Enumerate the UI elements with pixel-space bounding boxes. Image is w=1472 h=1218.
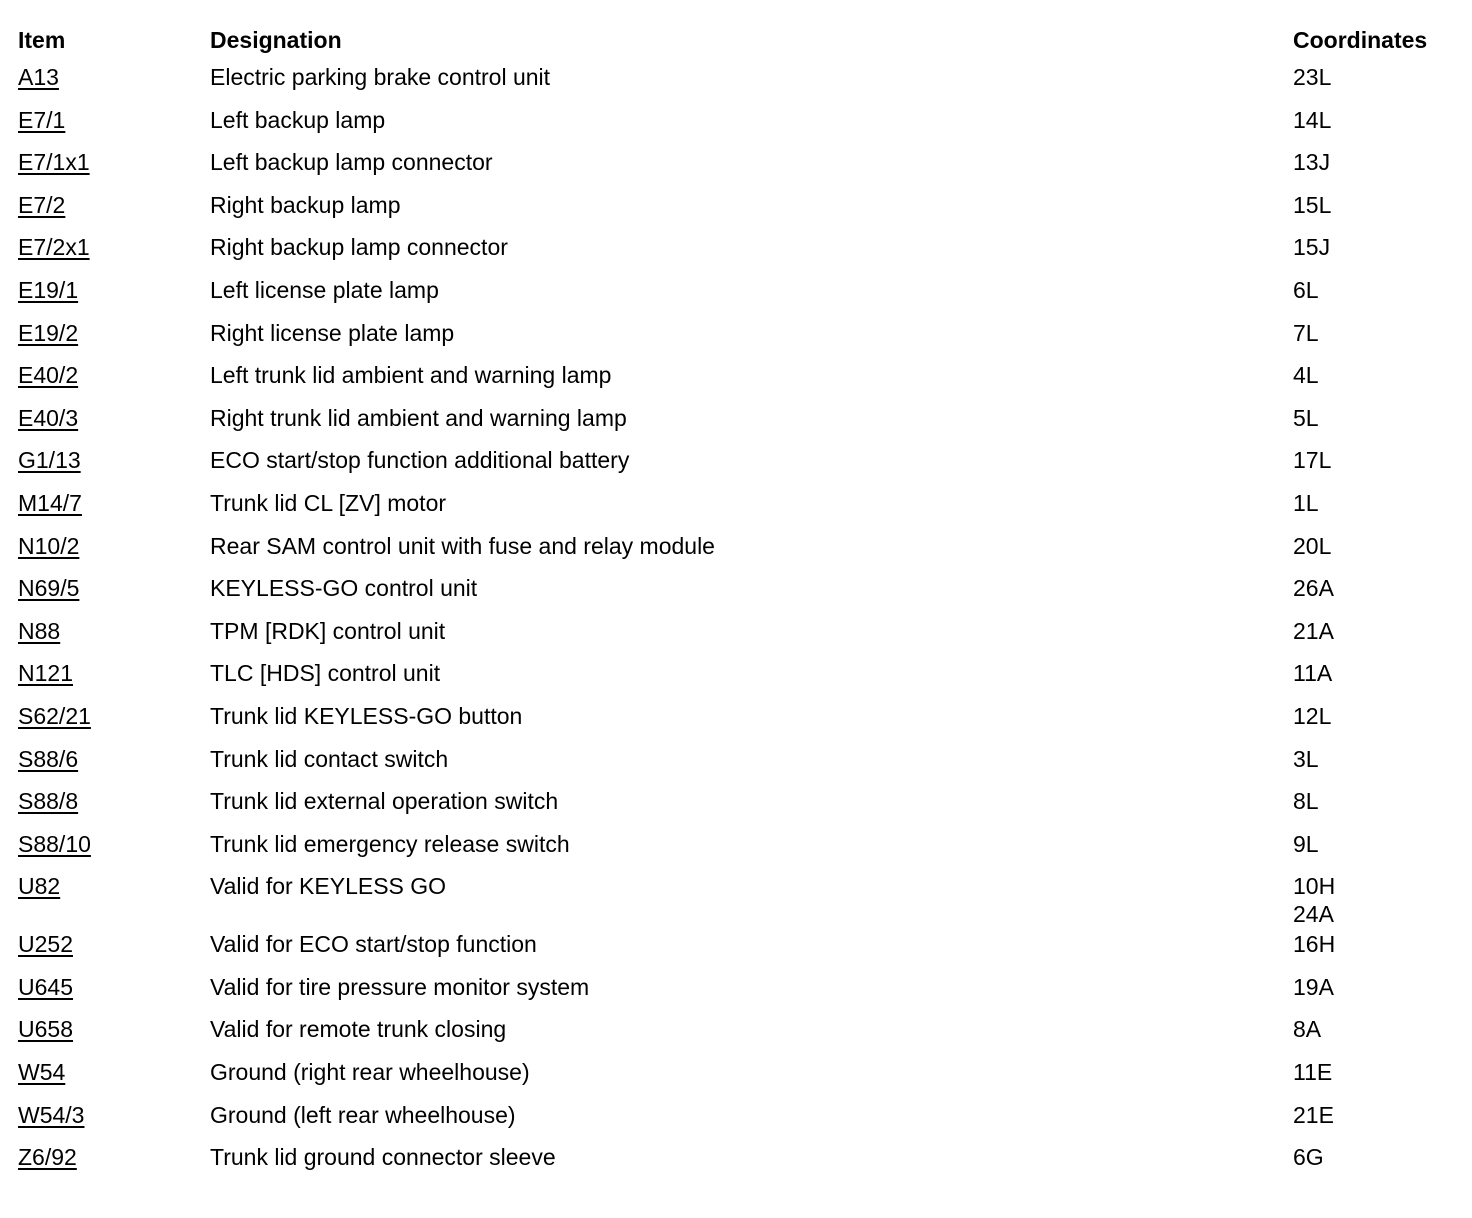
item-link[interactable]: S88/6 [18,745,79,772]
item-link[interactable]: E19/1 [18,276,79,303]
coordinate-value: 20L [1293,532,1332,559]
coordinates-cell [1293,1056,1458,1099]
item-cell [18,146,210,189]
designation-cell: Right trunk lid ambient and warning lamp [210,404,627,431]
coordinate-value: 12L [1293,702,1332,729]
coordinate-value: 13J [1293,149,1331,176]
coordinates-cell [1293,615,1458,658]
item-link[interactable]: S88/10 [18,830,91,857]
table-row [18,146,1458,189]
item-cell [18,1013,210,1056]
coordinate-value: 21E [1293,1101,1334,1128]
item-link[interactable]: E7/2 [18,191,66,218]
coordinate-value: 10H [1293,873,1336,900]
coordinate-value: 15J [1293,234,1331,261]
item-link[interactable]: N88 [18,617,61,644]
table-row [18,1056,1458,1099]
coordinates-cell [1293,657,1458,700]
table-row [18,61,1458,104]
item-link[interactable]: G1/13 [18,447,81,474]
column-header-item: Item [18,27,66,53]
item-link[interactable]: E7/2x1 [18,234,90,261]
table-row [18,785,1458,828]
coordinates-cell [1293,487,1458,530]
coordinates-cell [1293,870,1458,928]
table-row [18,615,1458,658]
table-row [18,1099,1458,1142]
coordinates-cell [1293,572,1458,615]
item-cell [18,402,210,445]
item-link[interactable]: A13 [18,64,59,90]
item-cell [18,274,210,317]
table-row [18,402,1458,445]
coordinates-cell [1293,1141,1458,1184]
item-cell [18,572,210,615]
coordinates-cell [1293,274,1458,317]
item-cell [18,657,210,700]
table-row [18,104,1458,147]
coordinates-cell [1293,61,1458,104]
header-row [18,22,1458,61]
coordinates-cell [1293,743,1458,786]
component-legend-table [18,22,1458,1184]
coordinates-cell [1293,146,1458,189]
item-cell [18,828,210,871]
coordinate-value: 19A [1293,973,1334,1000]
coordinates-cell [1293,189,1458,232]
table-row [18,870,1458,928]
table-row [18,231,1458,274]
table-row [18,487,1458,530]
designation-cell: Valid for ECO start/stop function [210,931,537,958]
coordinate-value: 17L [1293,447,1332,474]
item-cell [18,359,210,402]
coordinate-value: 24A [1293,901,1334,928]
item-cell [18,870,210,928]
table-row [18,700,1458,743]
table-row [18,444,1458,487]
coordinates-cell [1293,1013,1458,1056]
item-cell [18,971,210,1014]
table-row [18,743,1458,786]
item-cell [18,530,210,573]
coordinate-value: 4L [1293,362,1319,389]
designation-cell: TLC [HDS] control unit [210,660,441,687]
coordinate-value: 16H [1293,931,1336,958]
coordinate-value: 23L [1293,64,1332,90]
designation-cell: Electric parking brake control unit [210,64,551,90]
item-cell [18,785,210,828]
coordinates-cell [1293,359,1458,402]
designation-cell: Ground (right rear wheelhouse) [210,1059,530,1086]
table-row [18,928,1458,971]
table-row [18,1013,1458,1056]
coordinates-cell [1293,444,1458,487]
table-row [18,317,1458,360]
coordinates-cell [1293,1099,1458,1142]
coordinates-cell [1293,104,1458,147]
item-link[interactable]: Z6/92 [18,1144,77,1171]
item-cell [18,444,210,487]
coordinates-cell [1293,231,1458,274]
designation-cell: Trunk lid contact switch [210,745,449,772]
coordinates-cell [1293,317,1458,360]
designation-cell: Ground (left rear wheelhouse) [210,1101,516,1128]
coordinate-value: 6L [1293,276,1319,303]
coordinate-value: 1L [1293,489,1319,516]
item-cell [18,743,210,786]
coordinate-value: 3L [1293,745,1319,772]
coordinate-value: 11E [1293,1059,1333,1086]
item-link[interactable]: N121 [18,660,73,687]
designation-cell: Trunk lid KEYLESS-GO button [210,702,523,729]
item-cell [18,928,210,971]
item-link[interactable]: S88/8 [18,788,79,815]
item-cell [18,1056,210,1099]
item-link[interactable]: E7/1 [18,106,66,133]
item-cell [18,1099,210,1142]
item-link[interactable]: N10/2 [18,532,80,559]
item-cell [18,317,210,360]
coordinates-cell [1293,928,1458,971]
designation-cell: ECO start/stop function additional battery [210,447,630,474]
designation-cell: KEYLESS-GO control unit [210,575,478,602]
item-link[interactable]: W54/3 [18,1101,85,1128]
designation-cell: Valid for remote trunk closing [210,1016,507,1043]
coordinate-value: 11A [1293,660,1333,687]
designation-cell: Right backup lamp connector [210,234,508,261]
item-link[interactable]: E40/3 [18,404,79,431]
table-row [18,530,1458,573]
item-link[interactable]: N69/5 [18,575,80,602]
designation-cell: Left backup lamp connector [210,149,493,176]
legend-body [18,61,1458,1184]
designation-cell: TPM [RDK] control unit [210,617,446,644]
designation-cell: Trunk lid emergency release switch [210,830,570,857]
item-link[interactable]: U252 [18,931,73,958]
coordinates-cell [1293,785,1458,828]
designation-cell: Right backup lamp [210,191,401,218]
designation-cell: Trunk lid external operation switch [210,788,559,815]
coordinates-cell [1293,402,1458,445]
item-link[interactable]: U645 [18,973,73,1000]
table-row [18,274,1458,317]
coordinate-value: 15L [1293,191,1332,218]
coordinates-cell [1293,530,1458,573]
item-link[interactable]: E19/2 [18,319,79,346]
item-cell [18,615,210,658]
table-row [18,657,1458,700]
item-cell [18,487,210,530]
item-link[interactable]: W54 [18,1059,66,1086]
column-header-coordinates: Coordinates [1293,27,1428,53]
coordinate-value: 8A [1293,1016,1322,1043]
item-cell [18,104,210,147]
designation-cell: Left license plate lamp [210,276,439,303]
item-link[interactable]: U82 [18,873,61,900]
coordinate-value: 5L [1293,404,1319,431]
table-row [18,189,1458,232]
table-row [18,359,1458,402]
table-row [18,971,1458,1014]
item-link[interactable]: S62/21 [18,702,91,729]
item-link[interactable]: E40/2 [18,362,79,389]
coordinate-value: 21A [1293,617,1334,644]
designation-cell: Rear SAM control unit with fuse and relay module [210,532,715,559]
coordinate-value: 6G [1293,1144,1324,1171]
coordinate-value: 7L [1293,319,1319,346]
item-link[interactable]: U658 [18,1016,73,1043]
coordinate-value: 26A [1293,575,1334,602]
designation-cell: Left backup lamp [210,106,386,133]
designation-cell: Right license plate lamp [210,319,455,346]
designation-cell: Left trunk lid ambient and warning lamp [210,362,612,389]
coordinates-cell [1293,971,1458,1014]
designation-cell: Valid for tire pressure monitor system [210,973,590,1000]
table-row [18,828,1458,871]
coordinates-cell [1293,700,1458,743]
designation-cell: Valid for KEYLESS GO [210,873,447,900]
item-cell [18,189,210,232]
designation-cell: Trunk lid CL [ZV] motor [210,489,447,516]
item-link[interactable]: E7/1x1 [18,149,90,176]
coordinates-cell [1293,828,1458,871]
coordinate-value: 14L [1293,106,1332,133]
item-link[interactable]: M14/7 [18,489,82,516]
item-cell [18,700,210,743]
column-header-designation: Designation [210,27,342,53]
table-row [18,572,1458,615]
coordinate-value: 8L [1293,788,1319,815]
item-cell [18,61,210,104]
item-cell [18,1141,210,1184]
designation-cell: Trunk lid ground connector sleeve [210,1144,556,1171]
item-cell [18,231,210,274]
coordinate-value: 9L [1293,830,1319,857]
table-row [18,1141,1458,1184]
